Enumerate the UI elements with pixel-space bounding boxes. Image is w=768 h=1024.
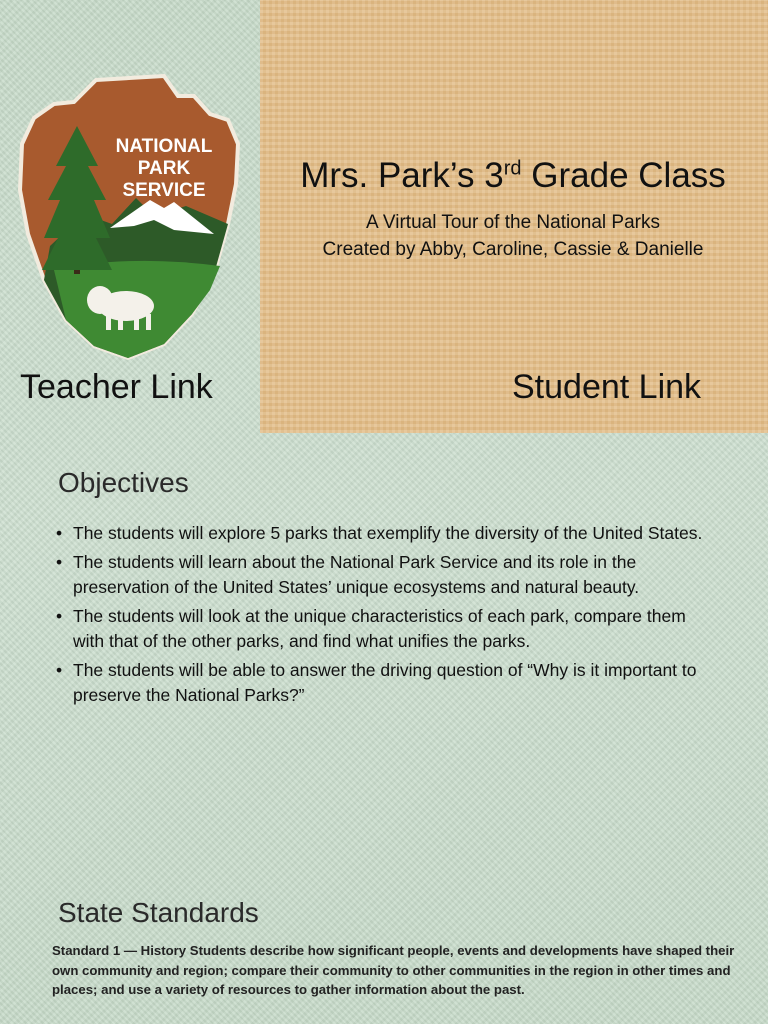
objective-text: The students will be able to answer the driving question of “Why is it important to preserve the National Parks?” [73,660,697,705]
title-main: Mrs. Park’s 3 [300,156,504,195]
logo-text-park: PARK [137,158,191,179]
standards-slide [0,873,768,1024]
standard-1-label: Standard 1 [52,943,121,958]
teacher-link[interactable]: Teacher Link [20,368,213,406]
bullet-icon: • [56,660,63,680]
objectives-slide [0,433,768,873]
subtitle-tour: A Virtual Tour of the National Parks [366,212,660,233]
standard-1-text [52,941,752,1000]
objectives-heading: Objectives [58,467,189,498]
title-superscript: rd [503,157,522,180]
bullet-icon: • [56,523,63,543]
subtitle-authors: Created by Abby, Caroline, Cassie & Danielle [322,239,704,260]
bullet-icon: • [56,552,63,572]
objective-text: The students will learn about the National Park Service and its role in the preservation of the United States’ unique ecosystems and natural beauty. [73,552,640,597]
objectives-list [56,521,716,712]
logo-text-service: SERVICE [122,180,206,201]
objective-item [56,604,716,654]
bullet-icon: • [56,606,63,626]
nps-arrowhead-logo [14,74,242,360]
standards-heading: State Standards [58,897,259,928]
logo-text-national: NATIONAL [115,136,213,157]
standard-1-description: — History Students describe how significant people, events and developments have shaped their own community and region; compare their community to other communities in the region in other times and places; and use a variety of resources to gather information about the past. [52,943,735,997]
student-link[interactable]: Student Link [512,368,702,406]
objective-item [56,521,716,546]
title-rest: Grade Class [521,156,726,195]
page-title [262,150,764,202]
objective-item [56,658,716,708]
title-slide [0,0,768,433]
objective-text: The students will explore 5 parks that exemplify the diversity of the United States. [73,523,703,543]
objective-item [56,550,716,600]
objective-text: The students will look at the unique characteristics of each park, compare them with that of the other parks, and find what unifies the parks. [73,606,686,651]
